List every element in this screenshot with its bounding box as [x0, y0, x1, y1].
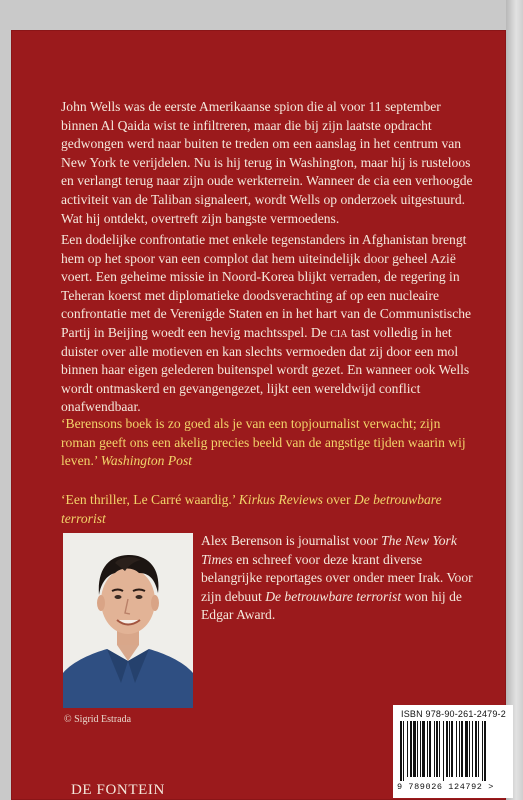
barcode-bar — [436, 721, 438, 777]
barcode-bar — [417, 721, 418, 777]
review-quote-1 — [61, 415, 471, 471]
barcode-bar — [475, 721, 477, 777]
barcode-bar — [449, 721, 450, 777]
blurb-paragraph-2-start: Een dodelijke confrontatie met enkele tegenstanders in Afghanistan brengt hem op het spoor van een complot dat hem uiteindelijk door geheel Azië voert. Een geheime missie in Noord-Korea blijkt verraden, de regering in Teheran koerst met diplomatieke doodsverachting af op een nucleaire confrontatie met de Verenigde Staten en in het hart van de Communistische Partij in Beijing woedt een hevig machtsspel. De — [61, 232, 472, 340]
barcode-bar — [410, 721, 412, 777]
barcode-bar — [472, 721, 473, 777]
review-source-2-title: De betrouwbare terrorist — [61, 492, 442, 526]
review-quote-1-text: ‘Berensons boek is zo goed als je van een topjournalist verwacht; zijn roman geeft ons een akelig precies beeld van de angstige tijden waarin wij leven.’ — [61, 416, 466, 469]
author-photo — [63, 533, 193, 708]
barcode-bar — [451, 721, 453, 777]
barcode-bar — [461, 721, 463, 777]
barcode-bar — [456, 721, 457, 777]
newspaper-title: The New York Times — [201, 533, 457, 567]
barcode-bar — [427, 721, 428, 777]
page-edge — [506, 0, 523, 800]
barcode-bar — [484, 721, 486, 781]
review-quote-2-text: ‘Een thriller, Le Carré waardig.’ — [61, 492, 239, 507]
debut-title: De betrouwbare terrorist — [265, 588, 402, 604]
barcode-bar — [422, 721, 425, 777]
author-bio-start: Alex Berenson is journalist voor — [201, 533, 382, 548]
barcode-bar — [407, 721, 408, 777]
barcode-bar — [400, 721, 402, 781]
review-source-2-over: over — [322, 492, 354, 507]
barcode-bar — [420, 721, 421, 777]
author-portrait-image — [63, 533, 193, 708]
blurb-paragraph-2 — [61, 231, 473, 417]
author-bio-end: won hij de Edgar Award. — [201, 588, 462, 623]
barcode-box — [393, 705, 513, 798]
barcode-bar — [478, 721, 479, 777]
review-source-2-magazine: Kirkus Reviews — [238, 492, 323, 507]
author-bio — [201, 532, 476, 625]
isbn-label: ISBN 978-90-261-2479-2 — [401, 709, 506, 719]
blurb-paragraph-2-end: tast volledig in het duister over alle motieven en kan slechts vermoeden dat zij door een mol binnen haar eigen gelederen buitenspel wordt gezet. En wanneer ook Wells wordt ontmaskerd en gevangengezet, lijkt een wereldwijd conflict onafwendbaar. — [61, 324, 470, 415]
barcode-bar — [482, 721, 483, 781]
barcode-bar — [413, 721, 416, 777]
blurb-paragraph-1: John Wells was de eerste Amerikaanse spion die al voor 11 september binnen Al Qaida wist te infiltreren, maar die bij zijn laatste opdracht gedwongen werd naar buiten te treden om een aanslag in het centrum van New York te verijdelen. Nu is hij terug in Washington, maar hij is rusteloos en verlangt terug naar zijn oude werkterrein. Wanneer de cia een verhoogde activiteit van de Taliban signaleert, wordt Wells op onderzoek uitgestuurd. Wat hij ontdekt, overtreft zijn bangste vermoedens. — [61, 99, 473, 226]
red-cover-panel — [11, 30, 506, 800]
cia-abbreviation: cia — [330, 324, 348, 340]
barcode-bar — [439, 721, 440, 777]
barcode-bar — [434, 721, 435, 777]
barcode-bar — [429, 721, 431, 777]
barcode-digits: 9 789026 124792 > — [397, 782, 494, 792]
author-bio-middle: en schreef voor deze krant diverse belangrijke reportages over onder meer Irak. Voor zijn debuut — [201, 551, 473, 604]
review-quote-2 — [61, 491, 471, 528]
barcode-bar — [403, 721, 404, 781]
publisher-name: DE FONTEIN — [71, 782, 165, 798]
barcode-bar — [443, 721, 444, 781]
barcode-bar — [446, 721, 448, 777]
barcode-bar — [469, 721, 470, 777]
barcode-icon — [399, 721, 507, 781]
barcode-bar — [465, 721, 468, 777]
review-source-1: Washington Post — [100, 453, 193, 469]
photo-credit: © Sigrid Estrada — [64, 714, 132, 725]
barcode-bar — [459, 721, 460, 777]
